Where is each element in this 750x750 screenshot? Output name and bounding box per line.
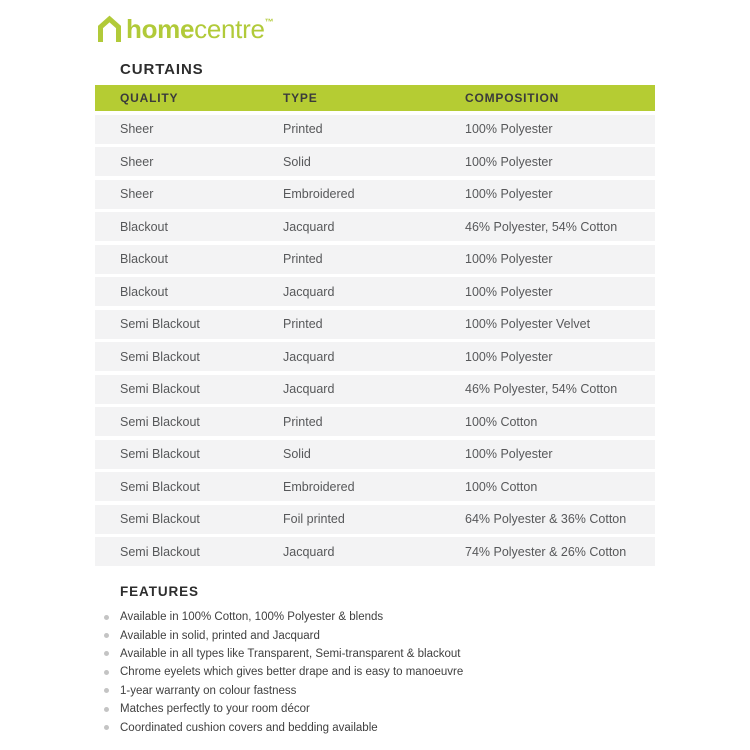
curtains-heading: CURTAINS [120,61,204,78]
cell-quality: Semi Blackout [120,479,200,494]
cell-composition: 100% Polyester [465,187,553,201]
feature-text: Available in 100% Cotton, 100% Polyester & blends [120,611,384,624]
cell-composition: 100% Polyester [465,154,553,169]
cell-composition: 100% Polyester [465,122,553,136]
table-row [95,375,655,404]
bullet-icon [104,633,109,638]
table-header-row [95,85,655,111]
bullet-icon [104,725,109,730]
table-row [95,115,655,144]
table-row [95,472,655,501]
cell-quality: Semi Blackout [120,544,200,559]
cell-type: Jacquard [283,284,335,299]
bullet-icon [104,688,109,693]
feature-item [95,645,655,663]
bullet-icon [104,651,109,656]
cell-quality: Semi Blackout [120,414,200,429]
cell-type: Embroidered [283,479,355,494]
cell-composition: 64% Polyester & 36% Cotton [465,512,627,526]
cell-type: Printed [283,414,323,429]
cell-type: Jacquard [283,349,335,364]
feature-item [95,682,655,700]
table-row [95,245,655,274]
cell-type: Printed [283,122,323,136]
cell-quality: Sheer [120,187,154,201]
cell-quality: Blackout [120,284,168,299]
column-header-type: TYPE [283,91,318,105]
features-section [95,584,655,737]
feature-text: Available in solid, printed and Jacquard [120,629,320,642]
bullet-icon [104,670,109,675]
table-row [95,310,655,339]
cell-type: Printed [283,252,323,266]
feature-item [95,700,655,718]
table-row [95,407,655,436]
cell-type: Jacquard [283,219,335,234]
table-row [95,180,655,209]
feature-text: Coordinated cushion covers and bedding available [120,721,378,734]
trademark-symbol: ™ [264,17,274,27]
cell-composition: 100% Polyester [465,252,553,266]
cell-quality: Sheer [120,122,154,136]
features-list [95,608,655,737]
cell-quality: Semi Blackout [120,349,200,364]
feature-text: Chrome eyelets which gives better drape and is easy to manoeuvre [120,666,464,679]
cell-quality: Semi Blackout [120,382,200,396]
table-row [95,277,655,306]
bullet-icon [104,707,109,712]
bullet-icon [104,615,109,620]
cell-composition: 100% Polyester [465,349,553,364]
cell-type: Solid [283,154,311,169]
cell-type: Jacquard [283,382,335,396]
cell-composition: 74% Polyester & 26% Cotton [465,544,627,559]
cell-quality: Semi Blackout [120,317,200,331]
cell-quality: Semi Blackout [120,512,200,526]
cell-composition: 46% Polyester, 54% Cotton [465,219,618,234]
feature-item [95,626,655,644]
features-heading: FEATURES [120,584,199,599]
cell-quality: Sheer [120,154,154,169]
column-header-quality: QUALITY [120,91,179,105]
table-row [95,440,655,469]
logo-word-centre: centre [194,14,265,44]
cell-quality: Blackout [120,219,168,234]
table-row [95,342,655,371]
logo-wordmark [126,16,273,42]
feature-item [95,718,655,736]
cell-composition: 100% Cotton [465,479,538,494]
cell-type: Jacquard [283,544,335,559]
cell-composition: 100% Polyester [465,447,553,461]
logo-word-home: home [126,14,195,44]
table-row [95,212,655,241]
feature-text: Available in all types like Transparent, Semi-transparent & blackout [120,647,461,660]
feature-text: Matches perfectly to your room décor [120,703,310,716]
cell-type: Embroidered [283,187,355,201]
homecentre-logo [96,15,273,43]
table-row [95,505,655,534]
column-header-composition: COMPOSITION [465,91,560,105]
cell-composition: 100% Cotton [465,414,538,429]
table-body [95,115,655,567]
cell-type: Printed [283,317,323,331]
feature-item [95,663,655,681]
table-row [95,147,655,176]
cell-composition: 100% Polyester [465,284,553,299]
curtains-spec-table [95,85,655,566]
cell-quality: Semi Blackout [120,447,200,461]
feature-item [95,608,655,626]
cell-type: Foil printed [283,512,345,526]
cell-composition: 46% Polyester, 54% Cotton [465,382,618,396]
feature-text: 1-year warranty on colour fastness [120,684,297,697]
table-row [95,537,655,566]
cell-quality: Blackout [120,252,168,266]
house-icon [96,15,123,43]
cell-type: Solid [283,447,311,461]
cell-composition: 100% Polyester Velvet [465,317,591,331]
